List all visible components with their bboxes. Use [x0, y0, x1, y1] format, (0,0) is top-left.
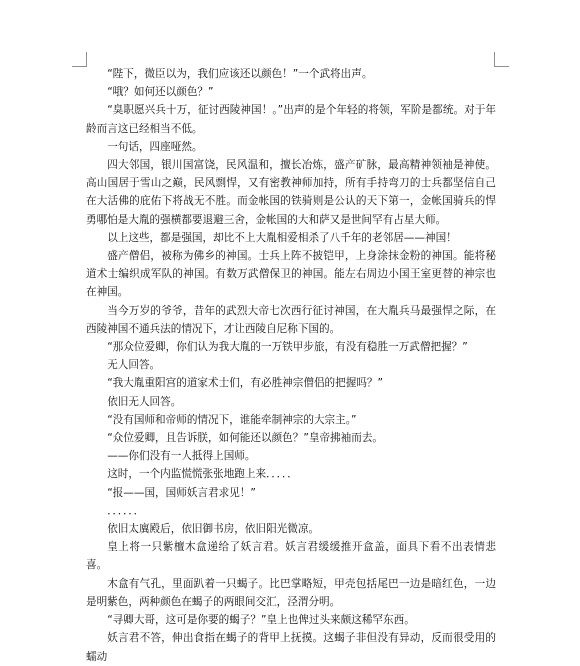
paragraph: “那众位爱卿，你们认为我大胤的一万铁甲步旅，有没有稳胜一万武僧把握？” [107, 341, 468, 354]
document-body [86, 65, 496, 666]
paragraph: 依旧无人回答。 [107, 395, 182, 408]
paragraph: “陛下，微臣以为，我们应该还以颜色！”一个武将出声。 [107, 68, 373, 80]
paragraph: “没有国师和帝师的情况下，谁能牵制神宗的大宗主。” [107, 413, 357, 426]
paragraph: 以上这些，都是强国，却比不上大胤相爱相杀了八千年的老邻居——神国！ [107, 231, 457, 244]
paragraph: “寻卿大哥，这可是你要的蝎子？”皇上也俾过头来颇这稀罕东西。 [107, 614, 415, 627]
paragraph: ——你们没有一人抵得上国师。 [107, 450, 256, 463]
paragraph: “报——国，国师妖言君求见！” [107, 486, 256, 499]
paragraph: “众位爱卿，且告诉朕，如何能还以颜色？”皇帝拂袖而去。 [107, 432, 384, 445]
paragraph: ．．．．．． [107, 504, 145, 517]
paragraph: 四大邻国，银川国富饶，民风温和，擅长冶炼，盛产矿脉，最高精神领袖是神使。高山国居于雪山之巅，民风剽悍，又有密教神师加持，所有手持弯刀的士兵都坚信自己在大活佛的庇佑下将战无不胜。而金帐国的铁骑则是公认的天下第一，金帐国骑兵的悍勇哪怕是大胤的强横都要退避三舍，金帐国的大和萨又是世间罕有占星大师。 [86, 159, 496, 226]
paragraph: 木盒有气孔，里面趴着一只蝎子。比巴掌略短，甲壳包括尾巴一边是暗红色，一边是明紫色，两种颜色在蝎子的两眼间交汇，泾渭分明。 [86, 577, 496, 608]
page-corner-mark-top-right [494, 52, 509, 67]
paragraph: 一句话，四座哑然。 [107, 140, 203, 153]
paragraph: 皇上将一只紫檀木盒递给了妖言君。妖言君缓缓推开盒盖，面具下看不出表情悲喜。 [86, 541, 496, 572]
paragraph: 当今万岁的爷爷，昔年的武烈大帝七次西行征讨神国，在大胤兵马最强悍之际，在西陵神国不通兵法的情况下，才让西陵自尼称下国的。 [86, 304, 496, 335]
paragraph: “哦？如何还以颜色？” [107, 86, 214, 99]
paragraph: 盛产僧侣，被称为佛乡的神国。士兵上阵不披铠甲，上身涂抹金粉的神国。能将秘道术士编织成军队的神国。有数万武僧保卫的神国。能左右周边小国王室更替的神宗也在神国。 [86, 250, 496, 299]
paragraph: 妖言君不答，伸出食指在蝎子的背甲上抚摸。这蝎子非但没有异动，反而很受用的蠕动 [86, 632, 496, 663]
paragraph: 这时，一个内监慌慌张张地跑上来．．．．． [107, 468, 298, 481]
paragraph: “我大胤重阳宫的道家术士们，有必胜神宗僧侣的把握吗？” [107, 377, 384, 390]
paragraph: 依旧太廙殿后，依旧御书房，依旧阳光微凉。 [107, 523, 320, 536]
page-corner-mark-top-left [72, 52, 87, 67]
paragraph: 无人回答。 [107, 359, 161, 372]
paragraph: “臭职愿兴兵十万，征讨西陵神国！。”出声的是个年轻的将领，军阶是都统。对于年龄而言这已经相当不低。 [86, 104, 496, 135]
